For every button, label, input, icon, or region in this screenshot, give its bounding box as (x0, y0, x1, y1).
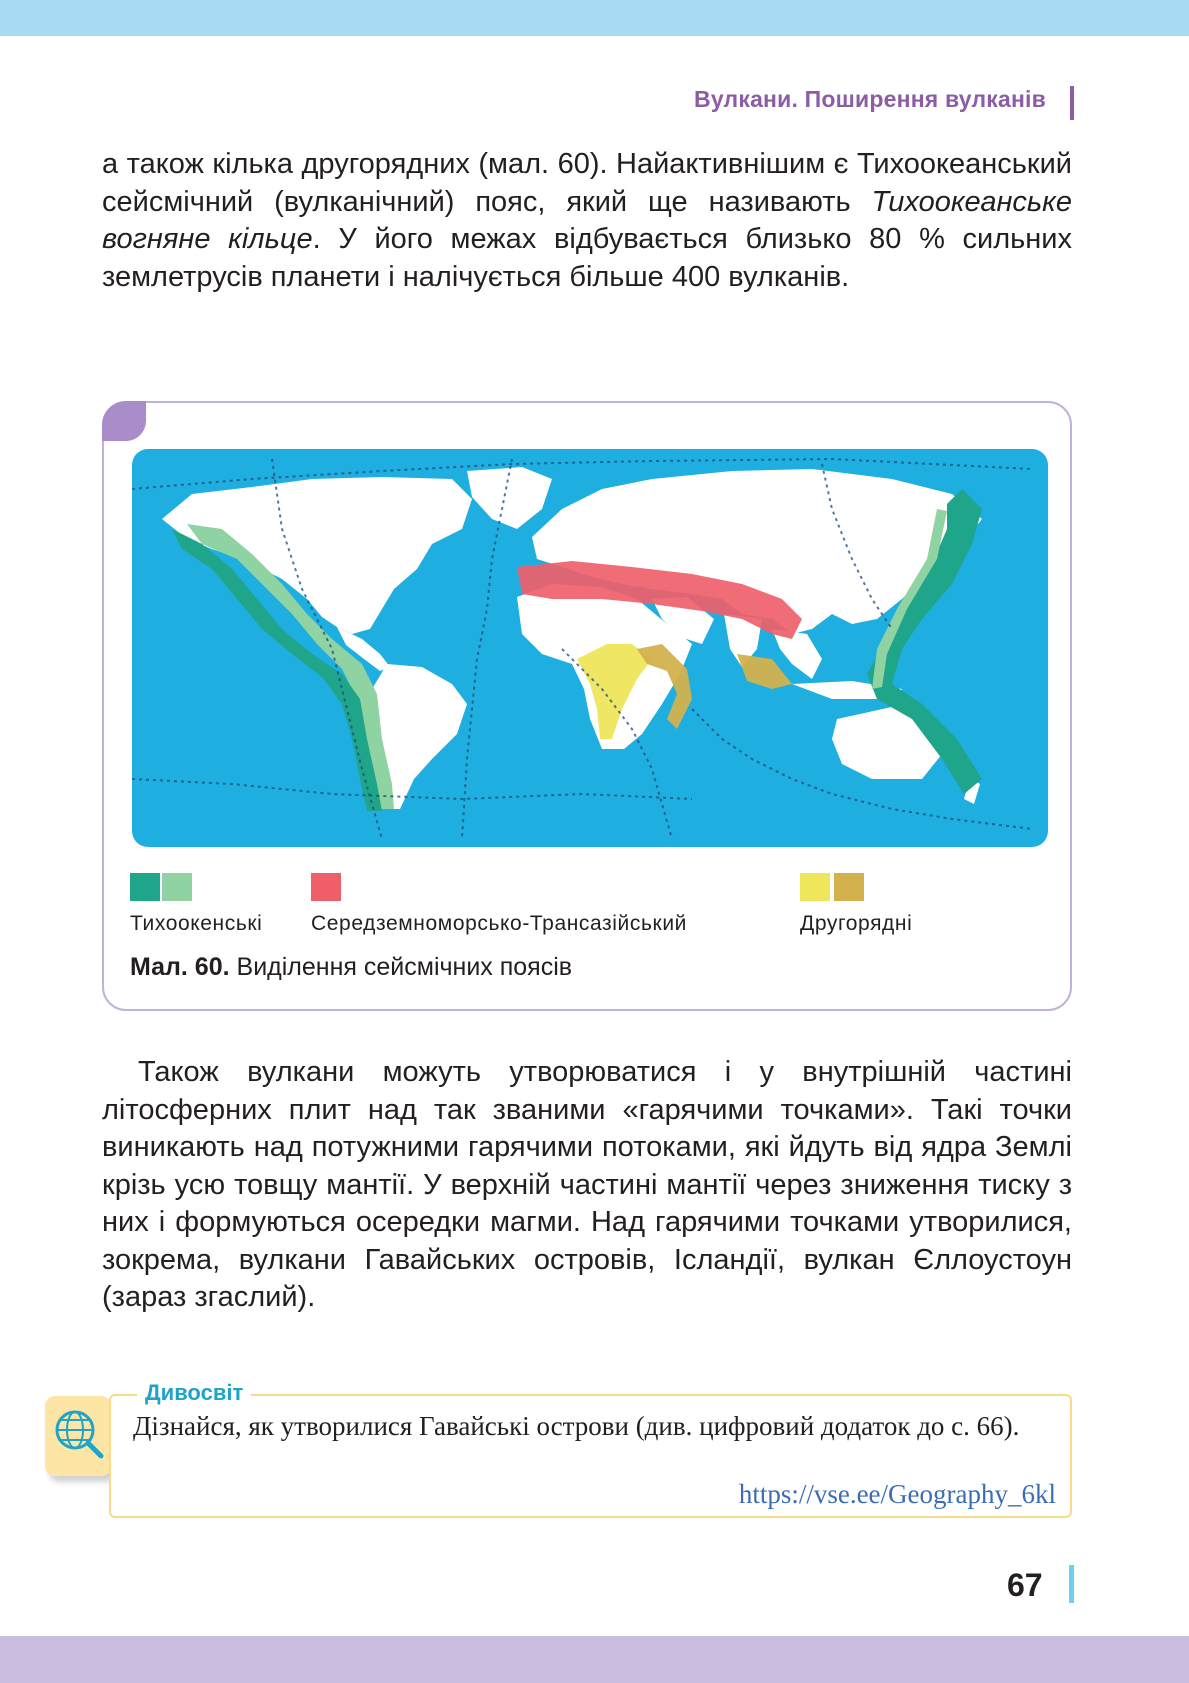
legend-swatch-secondary-light (800, 873, 830, 901)
paragraph-1 (102, 146, 1072, 296)
legend-label-mediterranean: Середземноморсько-Трансазійський (311, 912, 687, 935)
paragraph-1-emphasis: Тихоокеанське вогняне кільце (102, 185, 1072, 255)
seismic-belts-map (132, 449, 1048, 847)
tip-title: Дивосвіт (137, 1380, 251, 1406)
tip-text: Дізнайся, як утворилися Гавайські острови (див. цифровий додаток до с. 66). (133, 1411, 1020, 1441)
paragraph-1-start: а також кілька другорядних (мал. 60). Найактивнішим є Тихоокеанський сейсмічний (вулканічний) пояс, який ще називають (102, 148, 1072, 218)
tip-link[interactable]: https://vse.ee/Geography_6kl (738, 1479, 1056, 1509)
figure-corner-tab (102, 401, 146, 441)
globe-search-icon (45, 1396, 111, 1476)
page-number-bar (1069, 1565, 1074, 1603)
legend-swatch-pacific-light (162, 873, 192, 901)
top-color-band (0, 0, 1189, 36)
legend-label-pacific: Тихоокенські (130, 912, 263, 935)
legend-swatch-mediterranean (311, 873, 341, 901)
paragraph-1-end: . У його межах відбувається близько 80 % сильних землетрусів планети і налічується більше 400 вулканів. (102, 223, 1073, 293)
figure-caption-text: Виділення сейсмічних поясів (236, 953, 573, 981)
figure-caption (130, 953, 572, 982)
running-title: Вулкани. Поширення вулканів (694, 86, 1046, 112)
paragraph-2: Також вулкани можуть утворюватися і у внутрішній частині літосферних плит над так званими «гарячими точками». Такі точки виникають над потужними гарячими потоками, які йдуть від ядра Землі крізь усю товщу мантії. У верхній частині мантії через зниження тиску з них і формуються осередки магми. Над гарячими точками утворилися, зокрема, вулкани Гавайських островів, Ісландії, вулкан Єллоустоун (зараз згаслий). (102, 1056, 1072, 1313)
legend-swatch-pacific-dark (130, 873, 160, 901)
figure-caption-label: Мал. 60. (130, 953, 230, 981)
legend-label-secondary: Другорядні (800, 912, 913, 935)
running-title-bar (1070, 86, 1074, 120)
bottom-color-band (0, 1636, 1189, 1683)
legend-swatch-secondary-dark (834, 873, 864, 901)
page-number: 67 (1007, 1567, 1043, 1603)
